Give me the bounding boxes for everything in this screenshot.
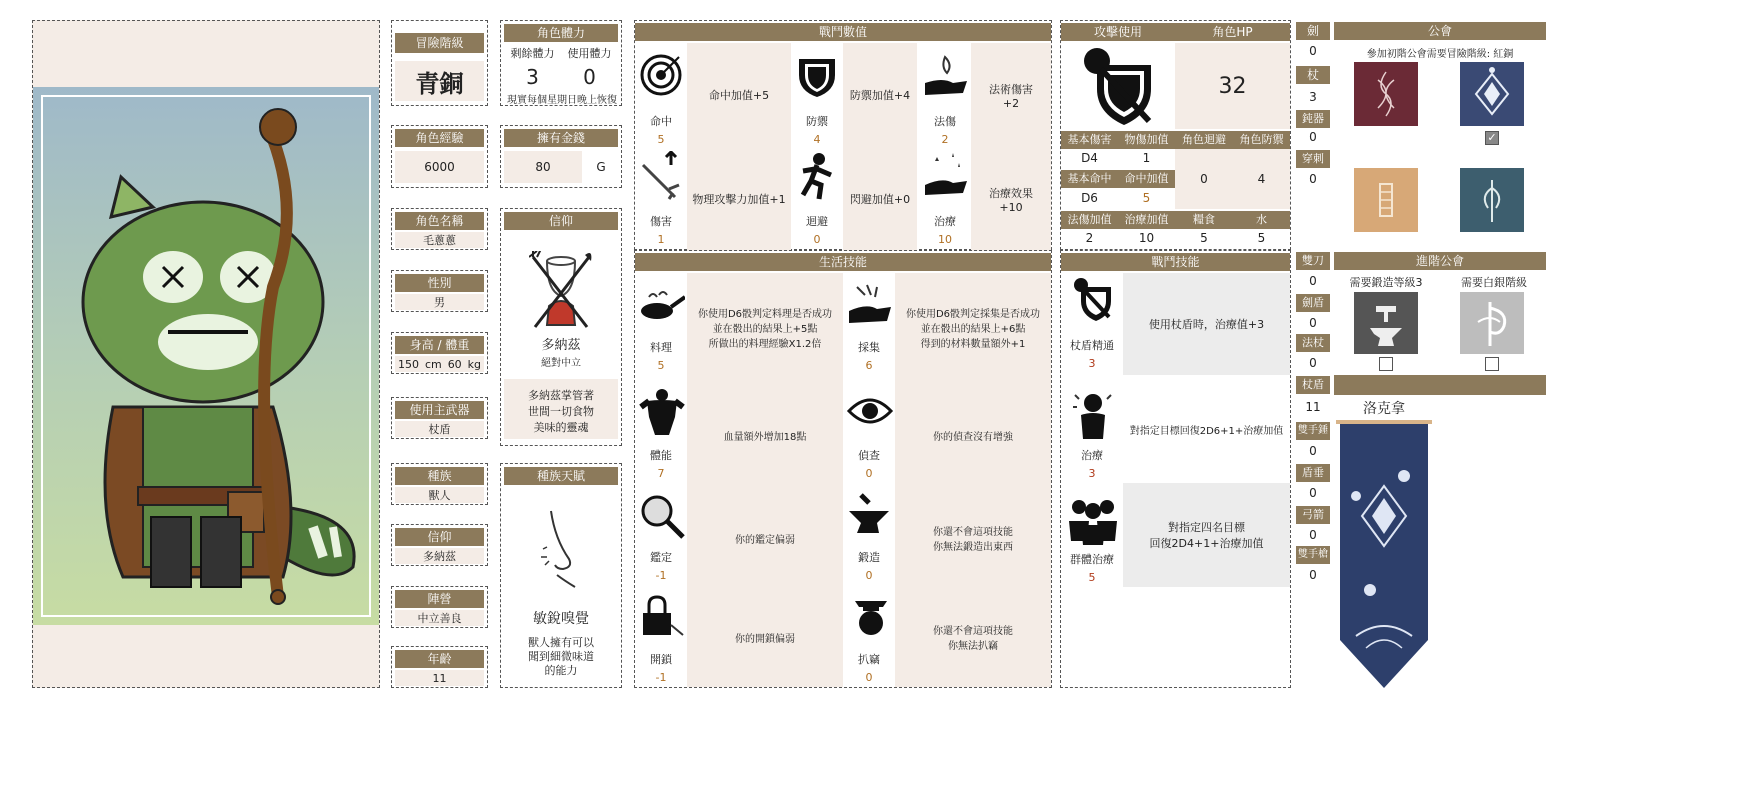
stamina-box (500, 20, 622, 106)
stat-name-dmg: 傷害 (650, 215, 672, 228)
faith-alignment: 絕對中立 (541, 358, 581, 369)
guild-emblem-2[interactable] (1460, 62, 1524, 126)
muscle-icon (639, 387, 685, 437)
life-value-fit: 7 (657, 467, 665, 480)
combat-row-1 (635, 43, 1051, 147)
exp-value: 6000 (395, 151, 484, 183)
stat-desc-dmg: 物理攻擊力加值+1 (687, 147, 791, 251)
food-value: 5 (1200, 231, 1208, 245)
magic-hand-icon (923, 53, 969, 99)
life-value-lockpick: -1 (655, 671, 667, 684)
ws-name-pierce: 穿刺 (1296, 150, 1330, 168)
heal-bonus-value: 10 (1138, 231, 1155, 245)
guild-panel (1334, 20, 1546, 250)
life-value-steal: 0 (865, 671, 873, 684)
stat-value-dmg: 1 (657, 233, 665, 246)
water-value: 5 (1257, 231, 1266, 245)
base-dmg-value: D4 (1081, 151, 1098, 165)
silver-guild-checkbox[interactable] (1485, 357, 1499, 371)
col-defense: 角色防禦 (1233, 131, 1290, 149)
guild-2-checkbox[interactable]: ✓ (1485, 131, 1499, 145)
ws2-name-1: 劍盾 (1296, 294, 1330, 312)
silver-guild-emblem[interactable] (1460, 292, 1524, 354)
life-desc-fit: 血量額外增加18點 (687, 381, 843, 489)
life-name-fit: 體能 (650, 449, 672, 462)
race-value: 獸人 (395, 487, 484, 503)
guild-banner (1336, 420, 1432, 690)
battle-skill-name-3: 群體治療 (1070, 553, 1114, 566)
shield-icon (795, 55, 839, 99)
gender-value: 男 (395, 294, 484, 310)
age-box (391, 646, 488, 688)
lock-icon (641, 595, 685, 641)
ws2-value-7: 0 (1309, 568, 1317, 582)
magnifier-icon (639, 493, 685, 539)
col-food: 糧食 (1175, 211, 1233, 229)
weight-unit: kg (467, 357, 482, 371)
ws2-value-3: 11 (1305, 400, 1321, 414)
life-name-cook: 料理 (650, 341, 672, 354)
ws2-name-0: 雙刀 (1296, 252, 1330, 270)
talent-desc: 獸人擁有可以 聞到細微味道 的能力 (528, 636, 594, 677)
staff-shield-skill-icon (1069, 277, 1115, 323)
weapon-value: 杖盾 (395, 421, 484, 437)
rank-value: 青銅 (395, 61, 484, 101)
sword-icon (639, 151, 683, 201)
life-row-3 (635, 489, 1051, 587)
exp-label: 角色經驗 (395, 129, 484, 147)
name-box (391, 208, 488, 250)
ws-value-staff: 3 (1309, 90, 1317, 104)
life-row-1 (635, 273, 1051, 381)
stat-value-heal: 10 (938, 233, 952, 246)
battle-skill-name-2: 治療 (1081, 449, 1103, 462)
race-label: 種族 (395, 467, 484, 485)
ws2-value-6: 0 (1309, 528, 1317, 542)
money-box (500, 125, 622, 188)
body-values (395, 356, 484, 372)
life-desc-lockpick: 你的開鎖偏弱 (687, 587, 843, 687)
guild-emblem-3[interactable] (1354, 168, 1418, 232)
life-row-2 (635, 381, 1051, 489)
pan-icon (639, 283, 685, 329)
life-desc-forge: 你還不會這項技能 你無法鍛造出東西 (895, 489, 1051, 587)
ws-value-pierce: 0 (1309, 172, 1317, 186)
combat-panel (634, 20, 1052, 250)
attack-header: 攻擊使用 (1061, 23, 1175, 41)
stamina-use-value: 0 (583, 65, 596, 89)
stat-desc-matk: 法術傷害 +2 (971, 43, 1051, 147)
gender-label: 性別 (395, 274, 484, 292)
age-label: 年齡 (395, 650, 484, 668)
faith-small-box (391, 524, 488, 566)
alignment-value: 中立善良 (395, 610, 484, 626)
life-value-forge: 0 (865, 569, 873, 582)
portrait-panel (32, 20, 380, 688)
life-name-steal: 扒竊 (858, 653, 880, 666)
guild-emblem-4[interactable] (1460, 168, 1524, 232)
life-desc-scout: 你的偵查沒有增強 (895, 381, 1051, 489)
faith-small-label: 信仰 (395, 528, 484, 546)
col-base-hit: 基本命中 (1061, 170, 1118, 188)
rank-label: 冒險階級 (395, 33, 484, 53)
battle-skill-name-1: 杖盾精通 (1070, 339, 1114, 352)
life-row-4 (635, 587, 1051, 687)
nose-icon (537, 509, 581, 589)
ws2-name-6: 弓箭 (1296, 506, 1330, 524)
ws2-value-2: 0 (1309, 356, 1317, 370)
ws-name-sword: 劍 (1296, 22, 1330, 40)
ws-value-blunt: 0 (1309, 130, 1317, 144)
col-magic-bonus: 法傷加值 (1061, 211, 1118, 229)
ws2-value-0: 0 (1309, 274, 1317, 288)
money-unit: G (596, 160, 606, 174)
col-evade: 角色迴避 (1175, 131, 1233, 149)
life-value-gather: 6 (865, 359, 873, 372)
adv-req-1: 需要鍛造等級3 (1349, 276, 1423, 289)
combat-row-2 (635, 147, 1051, 251)
ws2-value-4: 0 (1309, 444, 1317, 458)
ws2-name-4: 雙手錘 (1296, 422, 1330, 440)
name-label: 角色名稱 (395, 212, 484, 230)
attack-panel (1060, 20, 1291, 250)
life-name-appraise: 鑑定 (650, 551, 672, 564)
ws2-name-3: 杖盾 (1296, 376, 1330, 394)
col-water: 水 (1233, 211, 1290, 229)
faith-desc: 多納茲掌管著 世間一切食物 美味的靈魂 (504, 379, 618, 439)
col-hit-bonus: 命中加值 (1118, 170, 1175, 188)
hp-value: 32 (1175, 43, 1290, 129)
staff-shield-icon (1075, 47, 1161, 129)
exp-box (391, 125, 488, 188)
life-header: 生活技能 (635, 253, 1051, 271)
battle-skill-desc-3: 對指定四名目標 回復2D4+1+治療加值 (1123, 483, 1290, 587)
life-name-gather: 採集 (858, 341, 880, 354)
life-desc-steal: 你還不會這項技能 你無法扒竊 (895, 587, 1051, 687)
stat-name-def: 防禦 (806, 115, 828, 128)
guild-header: 公會 (1334, 22, 1546, 40)
banner-name: 洛克拿 (1363, 401, 1405, 417)
gender-box (391, 270, 488, 312)
height-unit: cm (424, 357, 442, 371)
base-hit-value: D6 (1081, 191, 1098, 205)
age-value: 11 (395, 670, 484, 686)
combat-header: 戰鬥數值 (635, 23, 1051, 41)
stat-desc-def: 防禦加值+4 (843, 43, 917, 147)
battle-skill-value-1: 3 (1088, 357, 1096, 370)
body-box (391, 332, 488, 374)
body-label: 身高 / 體重 (395, 336, 484, 354)
adv-req-2: 需要白銀階級 (1461, 276, 1527, 289)
life-desc-appraise: 你的鑑定偏弱 (687, 489, 843, 587)
faith-small-value: 多納茲 (395, 548, 484, 564)
faith-header: 信仰 (504, 212, 618, 230)
portrait-image (33, 87, 379, 625)
ws-name-staff: 杖 (1296, 66, 1330, 84)
stat-name-heal: 治療 (934, 215, 956, 228)
anvil-icon (847, 493, 893, 539)
money-label: 擁有金錢 (504, 129, 618, 147)
talent-header: 種族天賦 (504, 467, 618, 485)
stamina-remain-label: 剩餘體力 (510, 47, 555, 60)
faith-god: 多納茲 (541, 338, 581, 353)
alignment-label: 陣營 (395, 590, 484, 608)
stat-value-hit: 5 (657, 133, 665, 146)
life-value-appraise: -1 (655, 569, 667, 582)
faith-box (500, 208, 622, 446)
forge-guild-checkbox[interactable] (1379, 357, 1393, 371)
heal-hand-icon (923, 151, 969, 201)
adv-guild-header: 進階公會 (1334, 252, 1546, 270)
life-desc-gather: 你使用D6骰判定採集是否成功 並在骰出的結果上+6點 得到的材料數量額外+1 (895, 273, 1051, 381)
col-phys-bonus: 物傷加值 (1118, 131, 1175, 149)
stat-desc-evd: 閃避加值+0 (843, 147, 917, 251)
weight-value: 60 (447, 357, 462, 371)
name-value: 毛蔥蔥 (395, 232, 484, 248)
hp-header: 角色HP (1175, 23, 1290, 41)
stat-name-evd: 迴避 (806, 215, 828, 228)
ws2-name-2: 法杖 (1296, 334, 1330, 352)
heal-person-icon (1071, 391, 1115, 441)
evade-value: 0 (1175, 149, 1233, 209)
stat-value-def: 4 (813, 133, 821, 146)
alignment-box (391, 586, 488, 628)
faith-emblem-icon (529, 251, 593, 329)
battle-skill-desc-2: 對指定目標回復2D6+1+治療加值 (1129, 425, 1284, 437)
adv-guild-panel (1334, 250, 1546, 390)
battle-skills-panel (1060, 250, 1291, 688)
battle-skills-header: 戰鬥技能 (1061, 253, 1290, 271)
eye-icon (847, 391, 893, 431)
magic-bonus-value: 2 (1085, 231, 1094, 245)
money-value: 80 (504, 151, 582, 183)
stamina-note: 現實每個星期日晚上恢復 (507, 95, 617, 106)
ws-value-sword: 0 (1309, 44, 1317, 58)
stat-value-evd: 0 (813, 233, 821, 246)
stat-name-hit: 命中 (650, 115, 672, 128)
life-desc-cook: 你使用D6骰判定料理是否成功 並在骰出的結果上+5點 所做出的料理經驗X1.2倍 (687, 273, 843, 381)
ws2-name-5: 盾垂 (1296, 464, 1330, 482)
col-base-dmg: 基本傷害 (1061, 131, 1118, 149)
defense-value: 4 (1233, 149, 1290, 209)
battle-skill-value-3: 5 (1088, 571, 1096, 584)
stat-name-matk: 法傷 (934, 115, 956, 128)
ws2-value-5: 0 (1309, 486, 1317, 500)
height-value: 150 (397, 357, 419, 371)
battle-skill-value-2: 3 (1088, 467, 1096, 480)
stat-desc-heal: 治療效果 +10 (971, 147, 1051, 251)
life-name-forge: 鍛造 (858, 551, 880, 564)
hit-bonus-value: 5 (1142, 191, 1151, 205)
thief-icon (849, 593, 893, 639)
talent-box (500, 463, 622, 688)
stat-desc-hit: 命中加值+5 (687, 43, 791, 147)
dodge-icon (795, 151, 839, 201)
guild-note: 參加初階公會需要冒險階級: 紅銅 (1366, 49, 1514, 60)
target-icon (639, 53, 683, 97)
life-name-lockpick: 開鎖 (650, 653, 672, 666)
stamina-remain-value: 3 (526, 65, 539, 89)
guild-emblem-1[interactable] (1354, 62, 1418, 126)
life-panel (634, 250, 1052, 688)
talent-name: 敏銳嗅覺 (533, 611, 589, 627)
phys-bonus-value: 1 (1142, 151, 1151, 165)
group-heal-icon (1067, 495, 1119, 545)
col-heal-bonus: 治療加值 (1118, 211, 1175, 229)
race-box (391, 463, 488, 505)
weapon-label: 使用主武器 (395, 401, 484, 419)
weapon-skill-col (1296, 20, 1330, 690)
adv-guild-bar (1334, 375, 1546, 395)
stamina-use-label: 使用體力 (567, 47, 612, 60)
stat-value-matk: 2 (941, 133, 949, 146)
weapon-box (391, 397, 488, 439)
stamina-header: 角色體力 (504, 24, 618, 42)
life-value-cook: 5 (657, 359, 665, 372)
rank-box (391, 20, 488, 106)
forge-guild-emblem[interactable] (1354, 292, 1418, 354)
gather-icon (847, 281, 893, 327)
ws2-name-7: 雙手槍 (1296, 546, 1330, 564)
battle-skill-desc-1: 使用杖盾時，治療值+3 (1123, 273, 1290, 375)
life-value-scout: 0 (865, 467, 873, 480)
ws-name-blunt: 鈍器 (1296, 110, 1330, 128)
life-name-scout: 偵查 (858, 449, 880, 462)
ws2-value-1: 0 (1309, 316, 1317, 330)
